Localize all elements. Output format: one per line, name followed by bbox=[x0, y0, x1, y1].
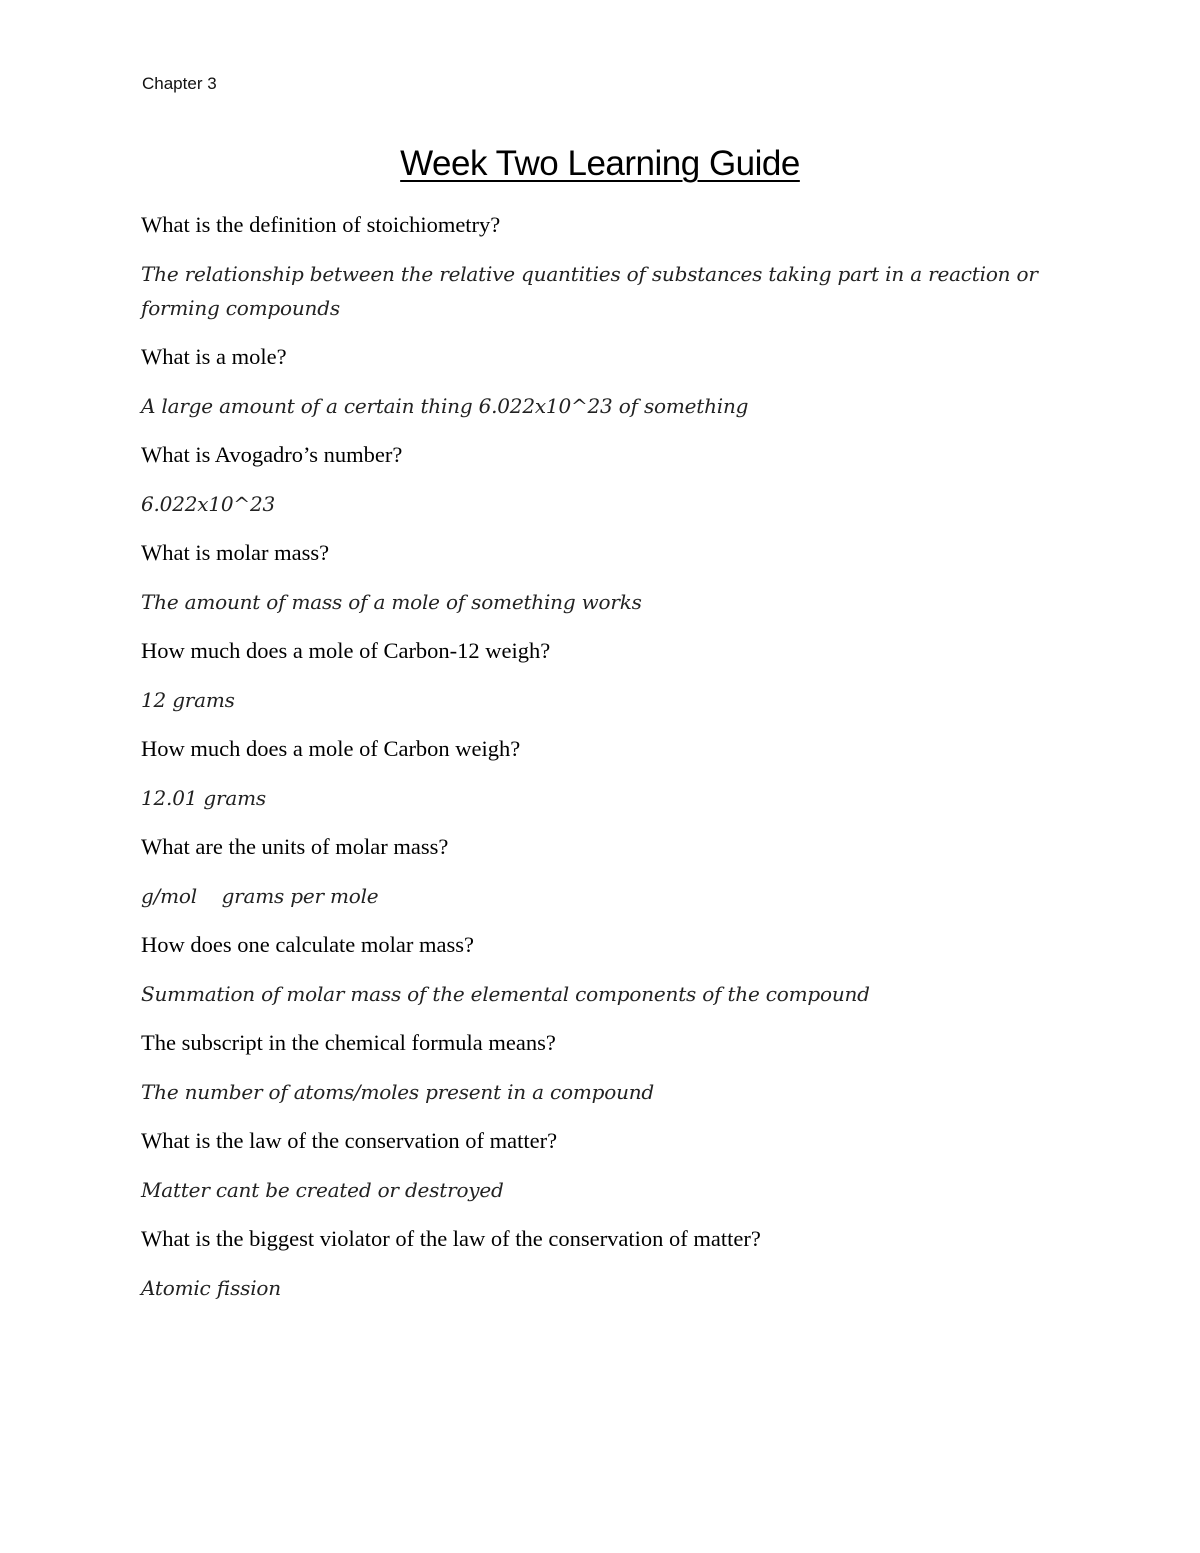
answer-2: A large amount of a certain thing 6.022x10^23 of something bbox=[141, 394, 749, 418]
answer-8: Summation of molar mass of the elemental components of the compound bbox=[141, 982, 870, 1006]
question-1: What is the definition of stoichiometry? bbox=[141, 212, 501, 237]
answer-6: 12.01 grams bbox=[141, 786, 266, 810]
answer-5: 12 grams bbox=[141, 688, 235, 712]
answer-3: 6.022x10^23 bbox=[141, 492, 275, 516]
question-3: What is Avogadro’s number? bbox=[141, 442, 403, 467]
question-8: How does one calculate molar mass? bbox=[141, 932, 475, 957]
answer-4: The amount of mass of a mole of something works bbox=[141, 590, 642, 614]
question-2: What is a mole? bbox=[141, 344, 287, 369]
question-6: How much does a mole of Carbon weigh? bbox=[141, 736, 521, 761]
answer-7: g/mol grams per mole bbox=[141, 884, 379, 908]
page-title: Week Two Learning Guide bbox=[400, 144, 800, 183]
qa-list bbox=[141, 208, 1044, 1320]
question-10: What is the law of the conservation of matter? bbox=[141, 1128, 558, 1153]
answer-11: Atomic fission bbox=[141, 1276, 281, 1300]
chapter-header: Chapter 3 bbox=[142, 74, 217, 93]
question-9: The subscript in the chemical formula means? bbox=[141, 1030, 556, 1055]
question-4: What is molar mass? bbox=[141, 540, 330, 565]
answer-1: The relationship between the relative quantities of substances taking part in a reaction or forming compounds bbox=[141, 262, 1044, 320]
question-7: What are the units of molar mass? bbox=[141, 834, 449, 859]
answer-9: The number of atoms/moles present in a compound bbox=[141, 1080, 655, 1104]
question-11: What is the biggest violator of the law of the conservation of matter? bbox=[141, 1226, 761, 1251]
question-5: How much does a mole of Carbon-12 weigh? bbox=[141, 638, 551, 663]
answer-10: Matter cant be created or destroyed bbox=[141, 1178, 504, 1202]
